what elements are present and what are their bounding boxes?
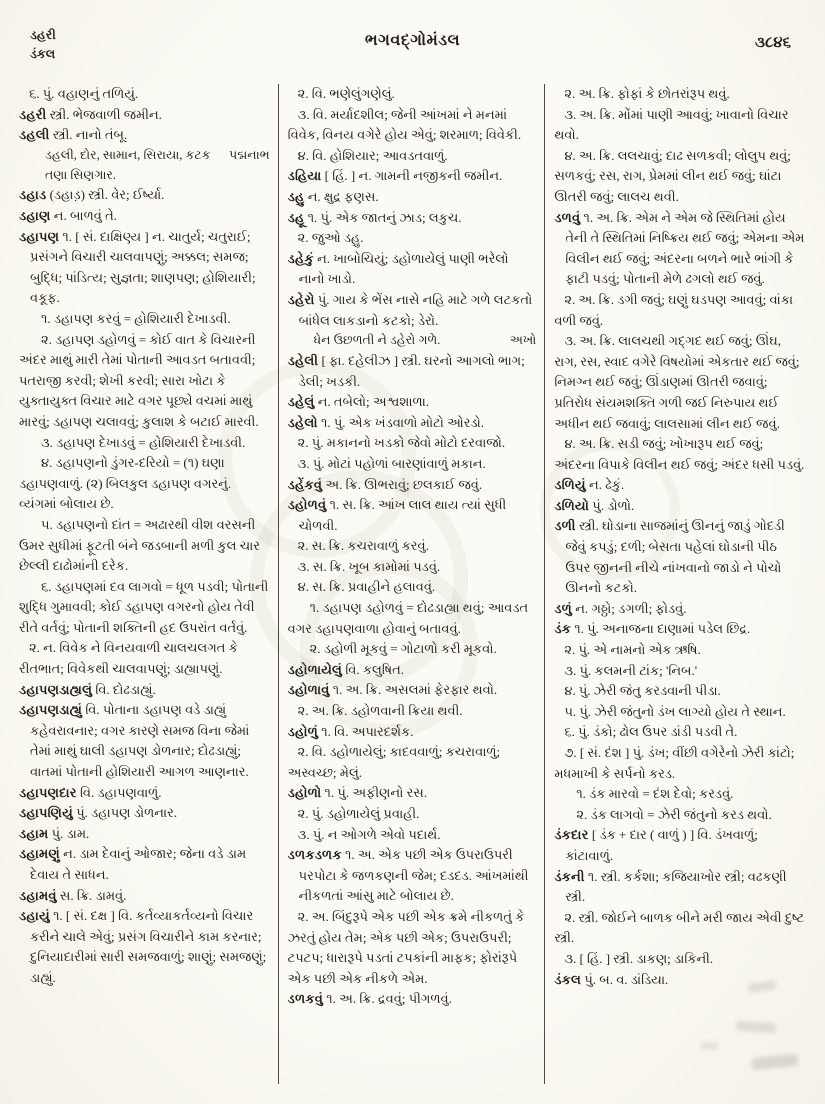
- headword: ડળિયું: [554, 477, 586, 493]
- headword: ડળકડળક: [287, 847, 342, 863]
- sense-line: ૪. અ. ક્રિ. લલચાવું; દાઢ સળકવી; લોલુપ થવું; સળકવું; રસ, રાગ, પ્રેમમાં લીન થઈ જવું; ઘાંટા ઊતરી જવું; લાલચ થવી.: [554, 147, 791, 204]
- sense-line: ૨. સ. ક્રિ. કચરાવાળું કરવું.: [297, 538, 429, 554]
- dictionary-entry: ડહામવું સ. ક્રિ. ડામવું.: [19, 887, 127, 903]
- sense-line: ૩. સ. ક્રિ. ખૂબ કામોમાં પડવું.: [297, 558, 441, 574]
- headword: ડહામ: [19, 825, 49, 841]
- sense-line: ૪. પું. ઝેરી જંતુ કરડવાની પીડા.: [564, 683, 721, 699]
- dictionary-entry: ડહેકું ન. ખાબોચિયું; ડહોળાયેલું પાણી ભરેલો નાનો ખાડો.: [287, 250, 509, 287]
- headword: ડંકદાર: [554, 827, 589, 843]
- headword: ડહોળો: [287, 785, 322, 801]
- headword: ડળિયો: [554, 497, 590, 513]
- dictionary-entry: ડહાપણડાહ્યલું વિ. દોઢડાહ્યું.: [19, 681, 156, 697]
- dictionary-entry: ડહાપણ ૧. [ સં. દાક્ષિણ્ય ] ન. ચાતુર્ય; ચતુરાઈ; પ્રસંગને વિચારી ચાલવાપણું; અક્કલ; સમજ; બુદ્ધિ; પાંડિત્ય; સુજ્ઞતા; શાણપણ; હોશિયારી; વકૂફ.: [19, 228, 256, 306]
- sense-line: ૩. અ. ક્રિ. લાલચથી ગદ્ગદ થઈ જવું; ઊંઘ, રાગ, રસ, સ્વાદ વગેરે વિષયોમાં એકતાર થઈ જવું; નિમગ્ન થઈ જવું; ઊંડાણમાં ઊતરી જવાવું; પ્રતિરોધ સંયમશક્તિ ગળી જઈ નિરુપાય થઈ અધીન થઈ જવાવું; લાલસામાં લીન થઈ જવું.: [554, 333, 800, 431]
- dictionary-entry: ડળિયો પું. ડોળો.: [554, 497, 635, 513]
- dictionary-entry: ડહેંકવું અ. ક્રિ. ઊભરાવું; છલકાઈ જવું.: [287, 476, 483, 492]
- dictionary-entry: ડહરી સ્ત્રી. ભેજવાળી જમીન.: [19, 106, 162, 122]
- dictionary-entry: ડહાયું ૧. [ સં. દક્ષ ] વિ. કર્તવ્યાકર્તવ્યનો વિચાર કરીને ચાલે એવું; પ્રસંગ વિચારીને કામ કરનાર; દુનિયાદારીમાં સારી સમજવાળું; શાણું; સમજણું; ડાહ્યું.: [19, 908, 267, 985]
- dictionary-entry: ડહામ પું. ડામ.: [19, 825, 90, 841]
- headword: ડહાડ: [19, 187, 47, 203]
- headword: ડળવું: [554, 209, 581, 225]
- sense-line: ૨. અ. ક્રિ. ફોફાં કે છોતરાંરૂપ થવું.: [564, 86, 730, 101]
- sense-line: ૨. અ. બિંદુરૂપે એક પછી એક ક્રમે નીકળતું કે ઝરતું હોય તેમ; એક પછી એક; ઉપરાઉપરી; ટપટપ; ધારારૂપે પડતાં ટપકાંની માફક; ફોરાંરૂપે એક પછી એક નીકળે એમ.: [287, 908, 525, 986]
- sense-line: ૨. પું. મકાનનો ખડકો જેવો મોટો દરવાજો.: [297, 435, 506, 451]
- idiom-line: ૬. ડહાપણમાં દવ લાગવો = ધૂળ પડવી; પોતાની શુદ્ધિ ગુમાવવી; કોઈ ડહાપણ વગરનો હોય તેવી રીતે વર્તવું; પોતાની શક્તિની હદ ઉપરાંત વર્તવું.: [19, 578, 269, 635]
- dictionary-entry: ડહોળું ૧. વિ. અપારદર્શક.: [287, 723, 414, 739]
- dictionary-entry: ડહોળાયેલું વિ. કલુષિત.: [287, 661, 404, 677]
- headword: ડહાપણડાહ્યું: [19, 702, 83, 718]
- sense-line: ૩. અ. ક્રિ. મોંમાં પાણી આવવું; ખાવાનો વિચાર થવો.: [554, 106, 789, 143]
- headword: ડહેલો: [287, 414, 318, 430]
- sense-line: ૩. પું. મોટાં પહોળાં બારણાંવાળું મકાન.: [297, 455, 486, 471]
- idiom-line: ૧. ડહાપણ કરવું = હોશિયારી દેખાડવી.: [41, 310, 231, 326]
- dictionary-entry: ડહલી સ્ત્રી. નાનો તંબૂ.: [19, 127, 128, 143]
- sense-line: ૪. અ. ક્રિ. સડી જવું; ખોખારૂપ થઈ જવું; અંદરના વિપાકે વિલીન થઈ જવું; અંદર ધસી પડવું.: [554, 436, 805, 472]
- dictionary-entry: ડહાણ ન. બાળવું તે.: [19, 208, 117, 223]
- dictionary-entry: ડહેલું ન. તબેલો; અશ્વશાળા.: [287, 394, 430, 410]
- headword: ડહરી: [19, 106, 47, 122]
- headword: ડંકલ: [554, 971, 582, 987]
- headword: ડહુ: [287, 188, 305, 204]
- headword: ડહેંકવું: [287, 476, 323, 492]
- dictionary-entry: ડળકડળક ૧. અ. એક પછી એક ઉપરાઉપરી પરપોટા કે જળકણની જેમ; દડદડ. આંખમાંથી નીકળતાં આંસુ માટે બોલાય છે.: [287, 847, 529, 904]
- dictionary-entry: ડળિયું ન. ઢેકું.: [554, 477, 625, 493]
- headword: ડહેલી: [287, 352, 319, 368]
- sense-line: ૩. [ હિં. ] સ્ત્રી. ડાકણ; ડાકિની.: [564, 950, 714, 966]
- idiom-line: ૫. ડહાપણનો દાંત = અઢારથી વીશ વરસની ઉમર સુધીમાં ફૂટતી બંને જડબાની મળી કુલ ચાર છેલ્લી દાઢોમાંની દરેક.: [19, 516, 261, 574]
- headword: ડહેલું: [287, 394, 315, 410]
- running-head-top-word: ડહરી: [30, 28, 56, 42]
- idiom-line: ૧. ડહાપણ ડહોળવું = દોઢડાહ્યા થવું; આવડત વગર ડહાપણવાળા હોવાનું બતાવવું.: [287, 600, 529, 636]
- dictionary-entry: ડહેલી [ ફા. દહેલીઝ ] સ્ત્રી. ઘરનો આગલો ભાગ; ડેલી; ખડકી.: [287, 352, 525, 389]
- sense-line: ૨. વિ. ભણેલુંગણેલું.: [297, 86, 395, 101]
- dictionary-entry: ડહોળો ૧. પું. અફીણનો રસ.: [287, 785, 428, 801]
- dictionary-entry: ડહાપણિયું પું. ડહાપણ ડોળનાર.: [19, 805, 178, 821]
- verse-attribution: અખો: [509, 333, 537, 348]
- headword: ડહાયું: [19, 908, 50, 924]
- page-header: [0, 26, 825, 74]
- sense-line: ૨. વિ. ડહોળાયેલું; કાદવવાળું; કચરાવાળું; અસ્વચ્છ; મેલું.: [287, 744, 501, 780]
- idiom-line: ૨. ડહોળી મૂકવું = ગોટાળો કરી મૂકવો.: [309, 641, 497, 657]
- sense-line: ૭. [ સં. દંશ ] પું. ડંખ; વીંછી વગેરેનો ઝેરી કાંટો; મધમાખી કે સર્પનો કરડ.: [554, 745, 795, 781]
- dictionary-entry: ડળકવું ૧. અ. ક્રિ. દ્રવવું; પીગળવું.: [287, 991, 452, 1007]
- headword: ડહોળું: [287, 723, 319, 739]
- sense-line: ૫. પું. ઝેરી જંતુનો ડંખ લાગ્યો હોય તે સ્થાન.: [564, 703, 786, 719]
- dictionary-entry: ડહોળવું ૧. સ. ક્રિ. આંખ લાલ થાય ત્યાં સુધી ચોળવી.: [287, 497, 507, 533]
- text-columns: [10, 84, 813, 1084]
- dictionary-entry: ડહિયા [ હિં. ] ન. ગામની નજીકની જમીન.: [287, 168, 503, 184]
- column-3: [545, 84, 813, 1084]
- headword: ડંક: [554, 621, 572, 637]
- dictionary-entry: ડહેરો પું. ગાય કે ભેંસ નાસે નહિ માટે ગળે લટકતો બાંધેલ લાકડાનો કટકો; ડેરો.: [287, 291, 533, 328]
- idiom-line: ૩. ડહાપણ દેખાડવું = હોશિયારી દેખાડવી.: [41, 434, 246, 450]
- headword: ડંકની: [554, 868, 585, 884]
- dictionary-entry: ડંકની ૧. સ્ત્રી. કર્કશા; કજિયાખોર સ્ત્રી; વઢકણી સ્ત્રી.: [554, 868, 787, 905]
- idiom-line: ૧. ડંક મારવો = દંશ દેવો; કરડવું.: [576, 786, 734, 802]
- sense-line: ૨. જુઓ ડહુ.: [297, 230, 364, 246]
- headword: ડહાણ: [19, 208, 51, 223]
- headword: ડહૂ: [287, 209, 305, 225]
- verse-attribution: પદ્મનાભ: [229, 147, 270, 162]
- headword: ડહાપણ: [19, 228, 60, 244]
- headword: ડહાપણદાર: [19, 784, 77, 800]
- dictionary-entry: ડહુ ન. ક્ષુદ્ર ફણસ.: [287, 188, 379, 204]
- dictionary-entry: ડંકદાર [ ડંક + દાર ( વાળું ) ] વિ. ડંખવાળું; કાંટાવાળું.: [554, 827, 758, 863]
- sense-line: ૪. વિ. હોશિયાર; આવડતવાળું.: [297, 147, 448, 163]
- headword: ડહોળવું: [287, 497, 327, 513]
- idiom-line: ૨. ડંક લાગવો = ઝેરી જંતુનો કરડ થવો.: [576, 806, 772, 822]
- dictionary-entry: ડહાપણદાર વિ. ડહાપણવાળું.: [19, 784, 162, 800]
- running-head-bottom-word: ડંકલ: [30, 46, 56, 61]
- headword: ડળકવું: [287, 991, 324, 1007]
- sense-line: ૨. અ. ક્રિ. ડહોળવાની ક્રિયા થવી.: [297, 703, 463, 719]
- sense-line: ૨. અ. ક્રિ. ડગી જવું; ઘણું ઘડપણ આવવું; વાંકા વળી જવું.: [554, 291, 794, 328]
- headword: ડહામણું: [19, 846, 60, 862]
- sense-line: ૨. પું. એ નામનો એક ઋષિ.: [564, 642, 701, 658]
- dictionary-entry: ડંક ૧. પું. અનાજના દાણામાં પડેલ છિદ્ર.: [554, 621, 751, 637]
- sense-line: ૨. સ્ત્રી. જોઈને બાળક બીને મરી જાય એવી દુષ્ટ સ્ત્રી.: [554, 909, 805, 946]
- headword: ડહામવું: [19, 887, 57, 903]
- book-title: ભગવદ્ગોમંડલ: [364, 32, 461, 49]
- dictionary-entry: ડળી સ્ત્રી. ઘોડાના સાજમાંનું ઊનનું જાડું ગોદડી જેવું કપડું; દળી; બેસતા પહેલાં ઘોડાની પીઠ ઉપર જીનની નીચે નાંખવાનો જાડો ને પોચો ઊનનો કટકો.: [554, 518, 785, 596]
- sense-line: ૪. સ. ક્રિ. પ્રવાહીને હલાવવું.: [297, 579, 436, 595]
- sense-line: ૩. પું. ન ઓગળે એવો પદાર્થ.: [297, 826, 441, 842]
- dictionary-entry: ડહાપણડાહ્યું વિ. પોતાના ડહાપણ વડે ડાહ્યું કહેવરાવનાર; વગર કારણે સમજ વિના જેમાં તેમાં માથું ઘાલી ડહાપણ ડોળનાર; દોઢડાહ્યું; વાતમાં પોતાની હોશિયારી આગળ આણનાર.: [19, 702, 250, 780]
- headword: ડહિયા: [287, 168, 322, 184]
- headword: ડળી: [554, 518, 576, 534]
- dictionary-entry: ડહાડ (ડહાડ઼) સ્ત્રી. વેર; ઈર્ષ્યા.: [19, 187, 165, 203]
- headword: ડહોળાવું: [287, 682, 330, 698]
- headword: ડળું: [554, 600, 572, 616]
- sense-line: ૬. પું. ડંકો; ઢોલ ઉપર ડાંડી પડવી તે.: [564, 724, 738, 740]
- dictionary-entry: ડંકલ પું. બ. વ. ડાંડિયા.: [554, 971, 669, 987]
- sense-line: ૩. પું. કલમની ટાંક; 'નિબ.': [564, 662, 698, 678]
- headword: ડહાપણડાહ્યલું: [19, 681, 93, 697]
- dictionary-entry: ડહેલો ૧. પું. એક ખંડવાળો મોટો ઓરડો.: [287, 414, 485, 430]
- idiom-line: ૪. ડહાપણનો ડુંગર-દરિયો = (૧) ઘણા ડહાપણવાળું. (૨) બિલકુલ ડહાપણ વગરનું. વ્યંગમાં બોલાય છે.: [19, 455, 232, 512]
- dictionary-entry: ડળવું ૧. અ. ક્રિ. એમ ને એમ જે સ્થિતિમાં હોય તેની તે સ્થિતિમાં નિષ્ક્રિય થઈ જવું; એમના એમ વિલીન થઈ જવું; અંદરના બળને ભારે ભાંગી કે ફાટી પડવું; પોતાની મેળે ઢગલો થઈ જવું.: [554, 209, 805, 287]
- headword: ડહેકું: [287, 250, 314, 266]
- verse-line: અખો ધેન ઉછળતી ને ડહેરો ગળે.: [288, 331, 537, 351]
- dictionary-entry: ડહૂ ૧. પું. એક જાતનું ઝાડ; લકુચ.: [287, 209, 462, 225]
- verse-line: પદ્મનાભ ડહલી, દોર, સામાન, સિરાયા, કટક તણા સિણગાર.: [45, 147, 270, 182]
- headword: ડહાપણિયું: [19, 805, 73, 821]
- column-1: [10, 84, 278, 1084]
- headword: ડહેરો: [287, 291, 315, 307]
- dictionary-entry: ડહોળાવું ૧. અ. ક્રિ. અસલમાં ફેરફાર થવો.: [287, 682, 498, 698]
- sense-line: ૨. ન. વિવેક ને વિનયવાળી ચાલચલગત કે રીતભાત; વિવેકથી ચાલવાપણું; ડાહ્યાપણું.: [19, 640, 238, 677]
- dictionary-entry: ડહામણું ન. ડામ દેવાનું ઓજાર; જેના વડે ડામ દેવાય તે સાધન.: [19, 846, 247, 882]
- dictionary-entry: ડળું ન. ગઠ્ઠો; ડગળી; ફોડવું.: [554, 600, 687, 616]
- sense-line: ૬. પું. વહાણનું તળિયું.: [29, 86, 139, 101]
- column-2: [278, 84, 546, 1084]
- headword: ડહોળાયેલું: [287, 661, 343, 677]
- headword: ડહલી: [19, 127, 50, 143]
- idiom-line: ૨. ડહાપણ ડહોળવું = કોઈ વાત કે વિચારની અંદર માથું મારી તેમાં પોતાની આવડત બતાવવી; પતરાજી કરવી; શેખી કરવી; સારા ખોટા કે યુક્તાયુક્ત વિચાર માટે વગર પૂછ્યે વચમાં માથું મારવું; ડહાપણ ચલાવવું; કુલાશ કે બટાઈ મારવી.: [19, 331, 259, 429]
- sense-line: ૩. વિ. મર્યાદશીલ; જેની આંખમાં ને મનમાં વિવેક, વિનય વગેરે હોય એવું; શરમાળ; વિવેકી.: [287, 106, 522, 143]
- page-number: ૩૮૪૬: [755, 35, 791, 51]
- sense-line: ૨. પું. ડહોળાયેલું પ્રવાહી.: [297, 806, 420, 821]
